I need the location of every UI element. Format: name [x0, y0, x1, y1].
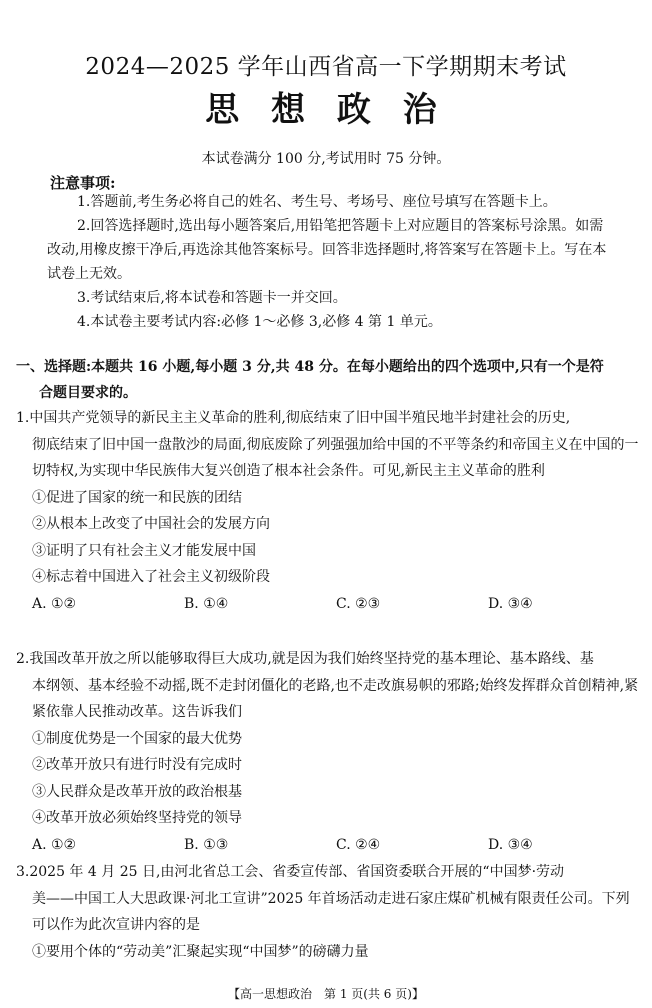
question-stem-first: 1.中国共产党领导的新民主主义革命的胜利,彻底结束了旧中国半殖民地半封建社会的历史,: [16, 410, 571, 426]
answer-choices: [16, 832, 642, 859]
notice-item: 4.本试卷主要考试内容:必修 1～必修 3,必修 4 第 1 单元。: [77, 314, 442, 330]
question-1: [16, 405, 642, 617]
notice-item: 2.回答选择题时,选出每小题答案后,用铅笔把答题卡上对应题目的答案标号涂黑。如需改动,用橡皮擦干净后,再选涂其他答案标号。回答非选择题时,将答案写在答题卡上。写在本试卷上无效。: [47, 218, 607, 282]
question-stem-rest: 本纲领、基本经验不动摇,既不走封闭僵化的老路,也不走改旗易帜的邪路;始终发挥群众首创精神,紧紧依靠人民推动改革。这告诉我们: [32, 677, 639, 720]
choice-a: A. ①②: [32, 595, 77, 612]
question-stem-first: 2.我国改革开放之所以能够取得巨大成功,就是因为我们始终坚持党的基本理论、基本路线、基: [16, 651, 594, 667]
page-footer: 【高一思想政治 第 1 页(共 6 页)】: [228, 987, 424, 1001]
exam-title: 2024—2025 学年山西省高一下学期期末考试: [85, 54, 567, 80]
question-2: [16, 646, 642, 858]
section-heading-line: 一、选择题:本题共 16 小题,每小题 3 分,共 48 分。在每小题给出的四个选项中,只有一个是符: [16, 359, 604, 375]
question-stem: [16, 859, 642, 939]
notice-item: 3.考试结束后,将本试卷和答题卡一并交回。: [77, 290, 347, 306]
subject-title: 思 想 政 治: [205, 90, 447, 130]
score-time-line: 本试卷满分 100 分,考试用时 75 分钟。: [201, 151, 451, 167]
choice-b: B. ①③: [184, 836, 229, 853]
notice-heading: 注意事项:: [50, 174, 116, 192]
choice-d: D. ③④: [488, 836, 533, 853]
question-3: [16, 859, 642, 965]
question-option: ①要用个体的“劳动美”汇聚起实现“中国梦”的磅礴力量: [32, 943, 369, 960]
question-option: ④标志着中国进入了社会主义初级阶段: [32, 569, 270, 585]
section-heading-line: 合题目要求的。: [39, 385, 137, 401]
question-stem-rest: 美——中国工人大思政课·河北工宣讲”2025 年首场活动走进石家庄煤矿机械有限责任公司。下列可以作为此次宣讲内容的是: [32, 890, 630, 933]
question-option: ②改革开放只有进行时没有完成时: [32, 757, 242, 773]
question-stem-first: 3.2025 年 4 月 25 日,由河北省总工会、省委宣传部、省国资委联合开展的“中国梦·劳动: [16, 864, 565, 880]
question-option: ①制度优势是一个国家的最大优势: [32, 730, 242, 747]
question-option: ③人民群众是改革开放的政治根基: [32, 783, 242, 800]
choice-d: D. ③④: [488, 595, 533, 612]
answer-choices: [16, 591, 642, 618]
question-option: ①促进了国家的统一和民族的团结: [32, 489, 242, 506]
question-stem: [16, 646, 642, 726]
choice-a: A. ①②: [32, 836, 77, 853]
question-option: ④改革开放必须始终坚持党的领导: [32, 810, 242, 826]
question-stem-rest: 彻底结束了旧中国一盘散沙的局面,彻底废除了列强强加给中国的不平等条约和帝国主义在中国的一切特权,为实现中华民族伟大复兴创造了根本社会条件。可见,新民主主义革命的胜利: [32, 436, 639, 479]
question-option: ②从根本上改变了中国社会的发展方向: [32, 516, 270, 532]
choice-c: C. ②③: [336, 595, 381, 612]
notice-list: [47, 190, 617, 334]
choice-c: C. ②④: [336, 836, 381, 853]
section-heading: [16, 354, 640, 406]
notice-item: 1.答题前,考生务必将自己的姓名、考生号、考场号、座位号填写在答题卡上。: [77, 194, 557, 210]
question-stem: [16, 405, 642, 485]
choice-b: B. ①④: [184, 595, 229, 612]
question-option: ③证明了只有社会主义才能发展中国: [32, 542, 256, 559]
